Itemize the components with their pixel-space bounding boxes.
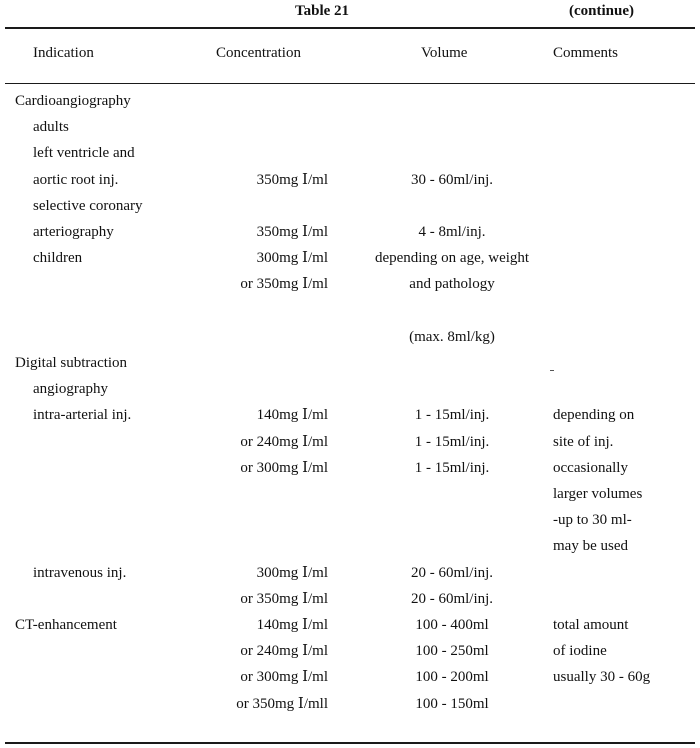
- indication-cell: Cardioangiography: [15, 93, 131, 109]
- concentration-cell: 350mg Ⅰ/ml: [256, 224, 328, 240]
- comments-cell: occasionally: [553, 459, 628, 476]
- volume-cell: and pathology: [409, 276, 495, 293]
- indication-cell: aortic root inj.: [33, 171, 119, 188]
- indication-cell: intravenous inj.: [33, 564, 127, 581]
- table-row: [0, 560, 700, 586]
- indication-cell: children: [33, 250, 83, 267]
- table-row: [0, 533, 700, 559]
- top-rule: [5, 27, 695, 29]
- table-row: [0, 324, 700, 350]
- table-row: [0, 271, 700, 297]
- concentration-cell: or 240mg Ⅰ/ml: [240, 433, 328, 450]
- table-row: [0, 245, 700, 271]
- volume-cell: 1 - 15ml/inj.: [414, 407, 490, 424]
- volume-cell: 1 - 15ml/inj.: [414, 459, 490, 476]
- indication-cell: selective coronary: [33, 197, 143, 214]
- table-row: [0, 219, 700, 245]
- concentration-cell: or 240mg Ⅰ/ml: [240, 643, 328, 660]
- volume-cell: 30 - 60ml/inj.: [410, 171, 494, 188]
- header-comments: Comments: [553, 45, 619, 61]
- concentration-cell: or 300mg Ⅰ/ml: [240, 669, 328, 686]
- concentration-cell: or 300mg Ⅰ/ml: [240, 459, 328, 476]
- comments-cell: depending on: [553, 407, 635, 424]
- indication-cell: angiography: [33, 381, 108, 398]
- volume-cell: 1 - 15ml/inj.: [414, 433, 490, 450]
- stray-mark: [550, 370, 554, 371]
- concentration-cell: or 350mg Ⅰ/ml: [240, 276, 328, 293]
- header-indication: Indication: [33, 45, 94, 61]
- header-concentration: Concentration: [216, 45, 301, 61]
- concentration-cell: 300mg Ⅰ/ml: [256, 250, 328, 267]
- indication-cell: left ventricle and: [33, 145, 135, 162]
- comments-cell: site of inj.: [553, 433, 614, 450]
- concentration-cell: 350mg Ⅰ/ml: [256, 171, 328, 188]
- table-row: [0, 455, 700, 481]
- table-row: [0, 88, 700, 114]
- comments-cell: may be used: [553, 538, 628, 555]
- volume-cell: 100 - 150ml: [415, 695, 489, 712]
- table-row: [0, 586, 700, 612]
- table-row: [0, 193, 700, 219]
- concentration-cell: or 350mg Ⅰ/ml: [240, 590, 328, 607]
- indication-cell: CT-enhancement: [15, 617, 117, 633]
- volume-cell: 20 - 60ml/inj.: [410, 564, 494, 581]
- header-rule: [5, 83, 695, 84]
- volume-cell: 100 - 250ml: [415, 643, 489, 660]
- table-row: [0, 638, 700, 664]
- comments-cell: larger volumes: [553, 486, 643, 502]
- bottom-rule: [5, 742, 695, 744]
- indication-cell: intra-arterial inj.: [33, 407, 132, 424]
- table-row: [0, 612, 700, 638]
- table-row: [0, 481, 700, 507]
- table-row: [0, 429, 700, 455]
- volume-cell: (max. 8ml/kg): [409, 328, 495, 345]
- header-volume: Volume: [421, 45, 468, 61]
- table-row: [0, 140, 700, 166]
- indication-cell: adults: [33, 119, 69, 136]
- table-row: [0, 298, 700, 324]
- indication-cell: Digital subtraction: [15, 355, 128, 371]
- table-row: [0, 167, 700, 193]
- comments-cell: usually 30 - 60g: [553, 669, 651, 686]
- continue-label: (continue): [569, 3, 634, 19]
- concentration-cell: or 350mg Ⅰ/mll: [236, 695, 328, 712]
- table-row: [0, 664, 700, 690]
- concentration-cell: 140mg Ⅰ/ml: [256, 617, 328, 633]
- comments-cell: of iodine: [553, 643, 607, 660]
- volume-cell: 100 - 400ml: [415, 617, 489, 633]
- table-row: [0, 507, 700, 533]
- table-caption: [0, 3, 700, 25]
- table-row: [0, 376, 700, 402]
- concentration-cell: 140mg Ⅰ/ml: [256, 407, 328, 424]
- volume-cell: depending on age, weight: [374, 250, 530, 267]
- volume-cell: 100 - 200ml: [415, 669, 489, 686]
- comments-cell: -up to 30 ml-: [553, 512, 632, 529]
- table-row: [0, 402, 700, 428]
- indication-cell: arteriography: [33, 224, 114, 240]
- volume-cell: 20 - 60ml/inj.: [410, 590, 494, 607]
- table-title: Table 21: [295, 3, 350, 19]
- table-row: [0, 114, 700, 140]
- concentration-cell: 300mg Ⅰ/ml: [256, 564, 328, 581]
- volume-cell: 4 - 8ml/inj.: [418, 224, 486, 240]
- comments-cell: total amount: [553, 617, 629, 633]
- table-row: [0, 691, 700, 717]
- table-row: [0, 350, 700, 376]
